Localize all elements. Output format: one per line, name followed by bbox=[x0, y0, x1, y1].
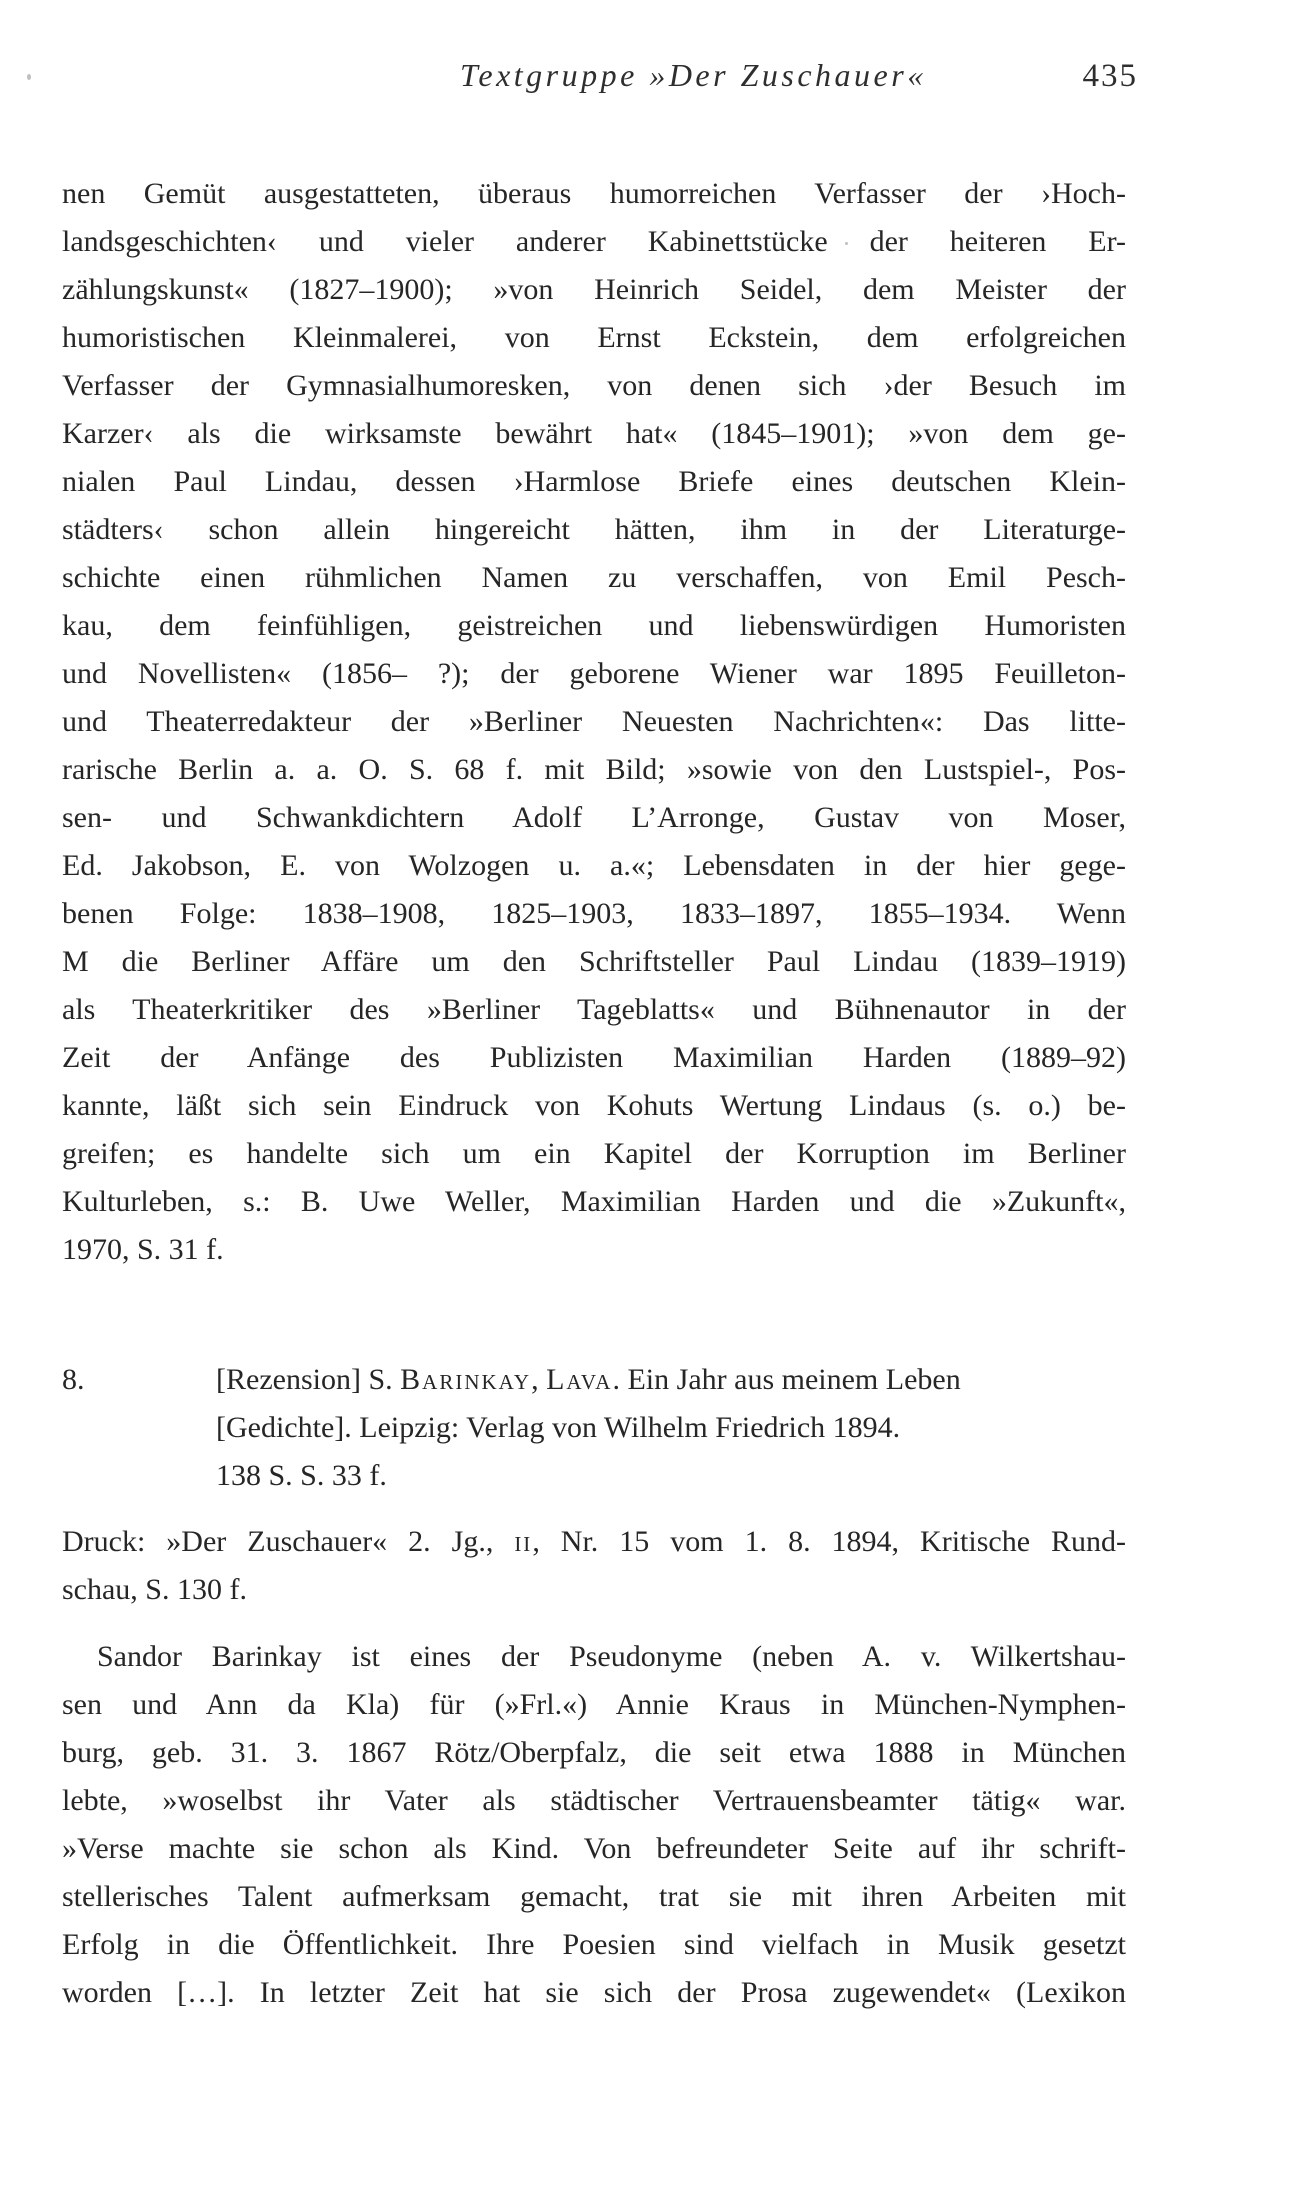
text-line: greifen; es handelte sich um ein Kapitel der Korruption im Berliner bbox=[62, 1137, 1126, 1170]
page-number: 435 bbox=[1082, 58, 1138, 94]
paragraph-continuation bbox=[62, 170, 1126, 1274]
text-line: schichte einen rühmlichen Namen zu verschaffen, von Emil Pesch- bbox=[62, 561, 1126, 594]
text-line: 138 S. S. 33 f. bbox=[216, 1459, 387, 1492]
bibliography-entry-8 bbox=[62, 1356, 1126, 1500]
text-line: Sandor Barinkay ist eines der Pseudonyme (neben A. v. Wilkertshau- bbox=[97, 1640, 1126, 1673]
entry-text: , bbox=[531, 1363, 547, 1396]
text-line: Verfasser der Gymnasialhumoresken, von denen sich ›der Besuch im bbox=[62, 369, 1126, 402]
druck-note bbox=[62, 1518, 1126, 1614]
text-line: und Novellisten« (1856– ?); der geborene Wiener war 1895 Feuilleton- bbox=[62, 657, 1126, 690]
text-line: »Verse machte sie schon als Kind. Von befreundeter Seite auf ihr schrift- bbox=[62, 1832, 1126, 1865]
text-line: Zeit der Anfänge des Publizisten Maximilian Harden (1889–92) bbox=[62, 1041, 1126, 1074]
author-name-smallcaps: Barinkay bbox=[400, 1363, 532, 1396]
druck-text: Druck: »Der Zuschauer« 2. Jg., bbox=[62, 1525, 515, 1558]
text-line: kau, dem feinfühligen, geistreichen und liebenswürdigen Humoristen bbox=[62, 609, 1126, 642]
text-line: Karzer‹ als die wirksamste bewährt hat« (1845–1901); »von dem ge- bbox=[62, 417, 1126, 450]
text-line: burg, geb. 31. 3. 1867 Rötz/Oberpfalz, die seit etwa 1888 in München bbox=[62, 1736, 1126, 1769]
text-line: schau, S. 130 f. bbox=[62, 1573, 247, 1606]
text-column bbox=[62, 0, 1138, 2209]
text-line: und Theaterredakteur der »Berliner Neuesten Nachrichten«: Das litte- bbox=[62, 705, 1126, 738]
text-line: Ed. Jakobson, E. von Wolzogen u. a.«; Lebensdaten in der hier gege- bbox=[62, 849, 1126, 882]
text-line: benen Folge: 1838–1908, 1825–1903, 1833–1897, 1855–1934. Wenn bbox=[62, 897, 1126, 930]
text-line bbox=[216, 1356, 1126, 1404]
running-header bbox=[62, 57, 1138, 105]
scan-speck bbox=[27, 74, 31, 80]
text-line: [Gedichte]. Leipzig: Verlag von Wilhelm Friedrich 1894. bbox=[216, 1411, 901, 1444]
entry-number: 8. bbox=[62, 1363, 85, 1396]
text-line: als Theaterkritiker des »Berliner Tageblatts« und Bühnenautor in der bbox=[62, 993, 1126, 1026]
text-line: Kulturleben, s.: B. Uwe Weller, Maximilian Harden und die »Zukunft«, bbox=[62, 1185, 1126, 1218]
text-line: M die Berliner Affäre um den Schriftsteller Paul Lindau (1839–1919) bbox=[62, 945, 1126, 978]
text-line: stellerisches Talent aufmerksam gemacht, trat sie mit ihren Arbeiten mit bbox=[62, 1880, 1126, 1913]
entry-content bbox=[216, 1356, 1126, 1500]
text-line: zählungskunst« (1827–1900); »von Heinrich Seidel, dem Meister der bbox=[62, 273, 1126, 306]
paragraph-biography bbox=[62, 1633, 1126, 2017]
text-line: landsgeschichten‹ und vieler anderer Kabinettstücke der heiteren Er- bbox=[62, 225, 1126, 258]
text-line: sen und Ann da Kla) für (»Frl.«) Annie Kraus in München-Nymphen- bbox=[62, 1688, 1126, 1721]
text-line: 1970, S. 31 f. bbox=[62, 1233, 224, 1266]
text-line: städters‹ schon allein hingereicht hätten, ihm in der Literaturge- bbox=[62, 513, 1126, 546]
entry-text: [Rezension] S. bbox=[216, 1363, 401, 1396]
text-line: Erfolg in die Öffentlichkeit. Ihre Poesien sind vielfach in Musik gesetzt bbox=[62, 1928, 1126, 1961]
text-line bbox=[62, 1518, 1126, 1566]
text-line: worden […]. In letzter Zeit hat sie sich der Prosa zugewendet« (Lexikon bbox=[62, 1976, 1126, 2009]
druck-text: , Nr. 15 vom 1. 8. 1894, Kritische Rund- bbox=[532, 1525, 1126, 1558]
text-line: nialen Paul Lindau, dessen ›Harmlose Briefe eines deutschen Klein- bbox=[62, 465, 1126, 498]
text-line: nen Gemüt ausgestatteten, überaus humorreichen Verfasser der ›Hoch- bbox=[62, 177, 1126, 210]
text-line: sen- und Schwankdichtern Adolf L’Arronge, Gustav von Moser, bbox=[62, 801, 1126, 834]
text-line: lebte, »woselbst ihr Vater als städtischer Vertrauensbeamter tätig« war. bbox=[62, 1784, 1126, 1817]
work-title-smallcaps: Lava bbox=[546, 1363, 613, 1396]
running-header-title: Textgruppe »Der Zuschauer« bbox=[460, 57, 927, 93]
text-line: kannte, läßt sich sein Eindruck von Kohuts Wertung Lindaus (s. o.) be- bbox=[62, 1089, 1126, 1122]
text-line: humoristischen Kleinmalerei, von Ernst Eckstein, dem erfolgreichen bbox=[62, 321, 1126, 354]
text-line: rarische Berlin a. a. O. S. 68 f. mit Bild; »sowie von den Lustspiel-, Pos- bbox=[62, 753, 1126, 786]
roman-numeral-smallcaps: ii bbox=[514, 1525, 533, 1558]
entry-text: . Ein Jahr aus meinem Leben bbox=[612, 1363, 961, 1396]
